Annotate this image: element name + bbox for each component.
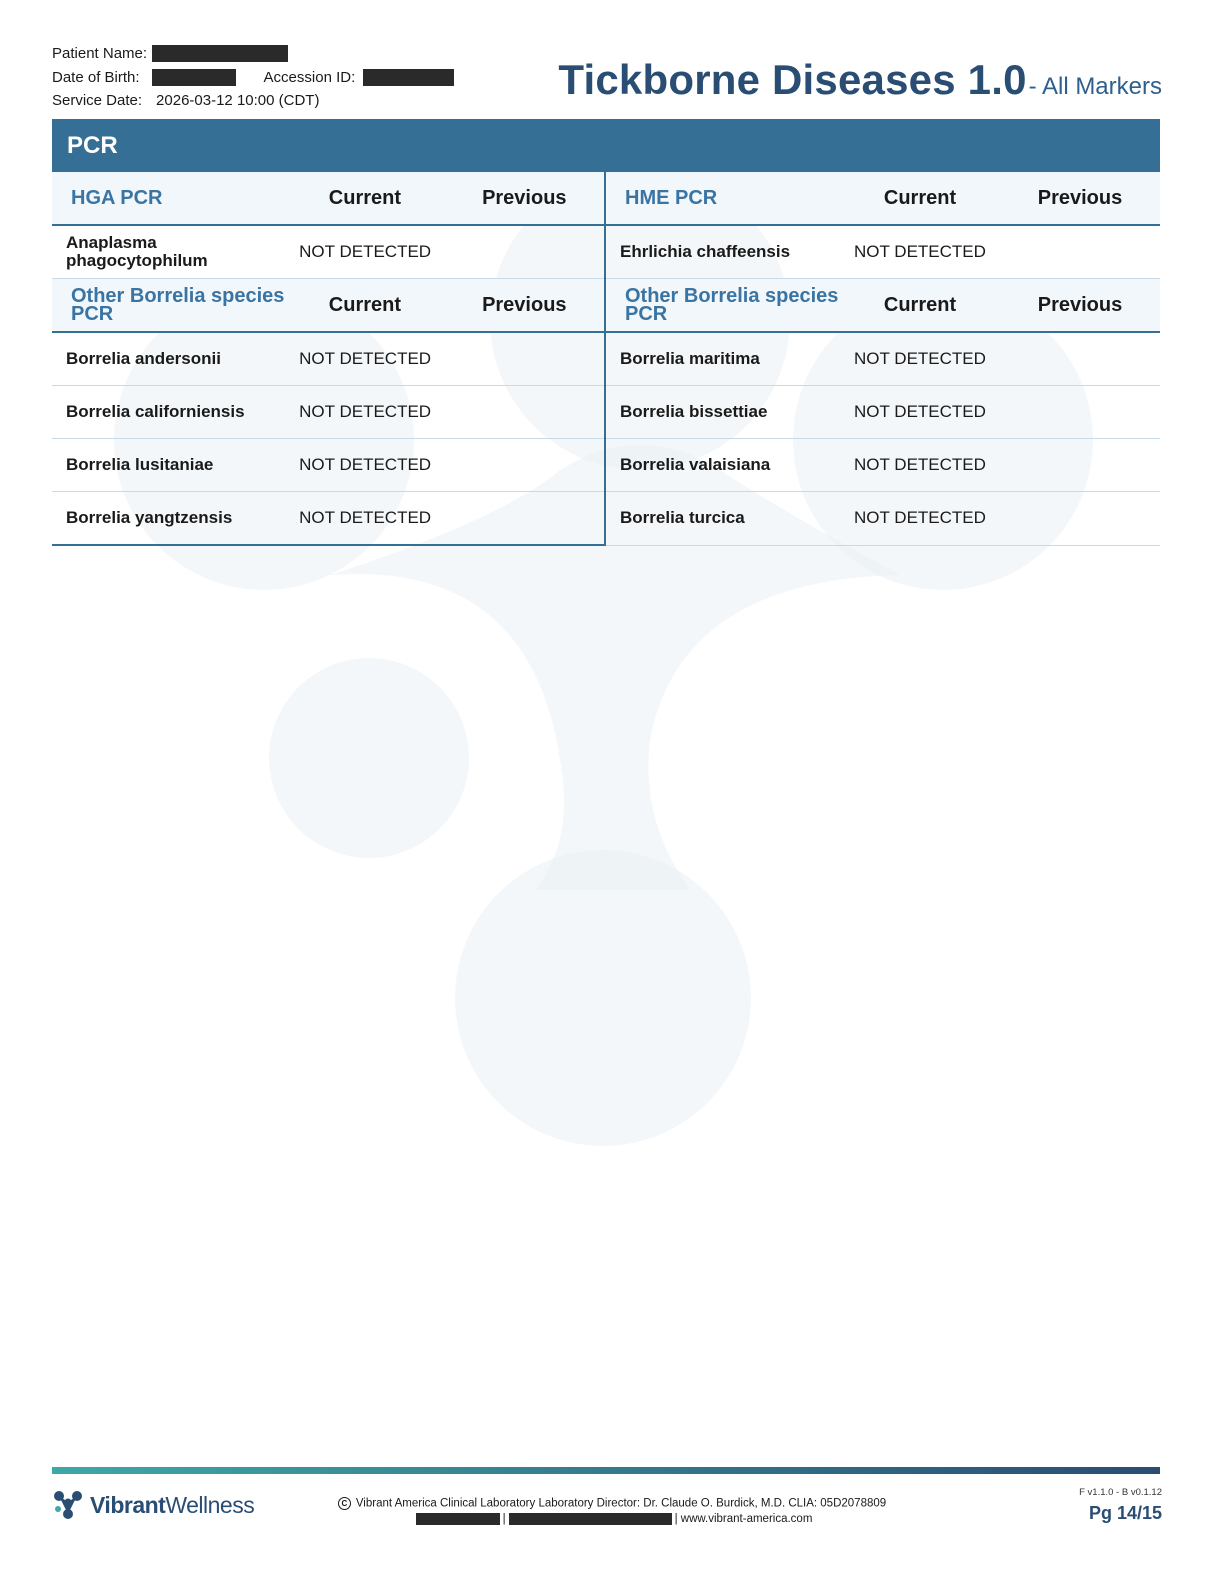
table-row [52, 333, 604, 386]
table-row [52, 226, 604, 279]
redacted-contact [509, 1513, 672, 1525]
lab-director-line: Vibrant America Clinical Laboratory Laboratory Director: Dr. Claude O. Burdick, M.D. CLIA: 05D2078809 [355, 1497, 887, 1510]
marker-name: Borrelia californiensis [66, 402, 245, 421]
redacted-accession [363, 69, 454, 86]
table-row [606, 333, 1160, 386]
separator: | [502, 1513, 506, 1525]
marker-name: Borrelia maritima [620, 349, 760, 368]
dob-label: Date of Birth: [52, 68, 140, 86]
current-result: NOT DETECTED [299, 349, 432, 368]
lab-info [0, 1497, 1224, 1525]
col-previous: Previous [1037, 293, 1123, 316]
redacted-dob [152, 69, 236, 86]
col-current: Current [883, 186, 957, 209]
page-number: Pg 14/15 [1088, 1503, 1162, 1523]
report-title: Tickborne Diseases 1.0 [558, 56, 1027, 103]
group-title: HGA PCR [71, 187, 163, 209]
marker-name: Borrelia lusitaniae [66, 455, 214, 474]
brand-light: Wellness [165, 1491, 255, 1518]
table-row [606, 439, 1160, 492]
copyright-icon: C [338, 1497, 351, 1510]
current-result: NOT DETECTED [299, 455, 432, 474]
marker-name: Borrelia yangtzensis [66, 508, 233, 527]
group-title: HME PCR [625, 187, 718, 209]
group-title: Other Borrelia species PCR [625, 285, 839, 325]
report-subtitle: - All Markers [1028, 73, 1162, 100]
marker-name: Anaplasma phagocytophilum [66, 233, 208, 270]
document-title [558, 56, 1162, 104]
accession-label: Accession ID: [263, 68, 356, 86]
col-previous: Previous [1037, 186, 1123, 209]
service-date-value: 2026-03-12 10:00 (CDT) [156, 92, 320, 109]
col-previous: Previous [482, 293, 567, 316]
col-current: Current [328, 186, 402, 209]
pcr-results-table [52, 172, 1160, 546]
current-result: NOT DETECTED [854, 402, 986, 421]
current-result: NOT DETECTED [299, 508, 432, 527]
redacted-address [416, 1513, 500, 1525]
redacted-patient-name [152, 45, 288, 62]
table-row [606, 386, 1160, 439]
group-header [52, 279, 604, 333]
service-date-label: Service Date: [52, 92, 143, 109]
patient-info [52, 42, 454, 113]
left-panel [52, 172, 606, 546]
group-header [606, 279, 1160, 333]
current-result: NOT DETECTED [299, 242, 432, 261]
marker-name: Borrelia valaisiana [620, 455, 771, 474]
group-header [52, 172, 604, 226]
current-result: NOT DETECTED [854, 508, 986, 527]
col-previous: Previous [482, 186, 567, 209]
website-link[interactable]: | www.vibrant-america.com [674, 1513, 813, 1525]
version-text: F v1.1.0 - B v0.1.12 [1079, 1487, 1162, 1498]
current-result: NOT DETECTED [854, 349, 986, 368]
table-row [52, 386, 604, 439]
marker-name: Borrelia bissettiae [620, 402, 768, 421]
marker-name: Borrelia andersonii [66, 349, 221, 368]
table-row [606, 226, 1160, 279]
table-row [52, 439, 604, 492]
group-title: Other Borrelia species PCR [71, 285, 285, 325]
current-result: NOT DETECTED [854, 242, 986, 261]
marker-name: Ehrlichia chaffeensis [620, 242, 791, 261]
col-current: Current [883, 293, 957, 316]
marker-name: Borrelia turcica [620, 508, 745, 527]
col-current: Current [328, 293, 402, 316]
right-panel [606, 172, 1160, 546]
current-result: NOT DETECTED [854, 455, 986, 474]
footer-divider [52, 1467, 1160, 1474]
current-result: NOT DETECTED [299, 402, 432, 421]
table-row [606, 492, 1160, 544]
table-row [52, 492, 604, 544]
brand-bold: Vibrant [90, 1491, 166, 1518]
patient-name-label: Patient Name: [52, 45, 148, 62]
group-header [606, 172, 1160, 226]
section-header-pcr: PCR [52, 119, 1160, 172]
